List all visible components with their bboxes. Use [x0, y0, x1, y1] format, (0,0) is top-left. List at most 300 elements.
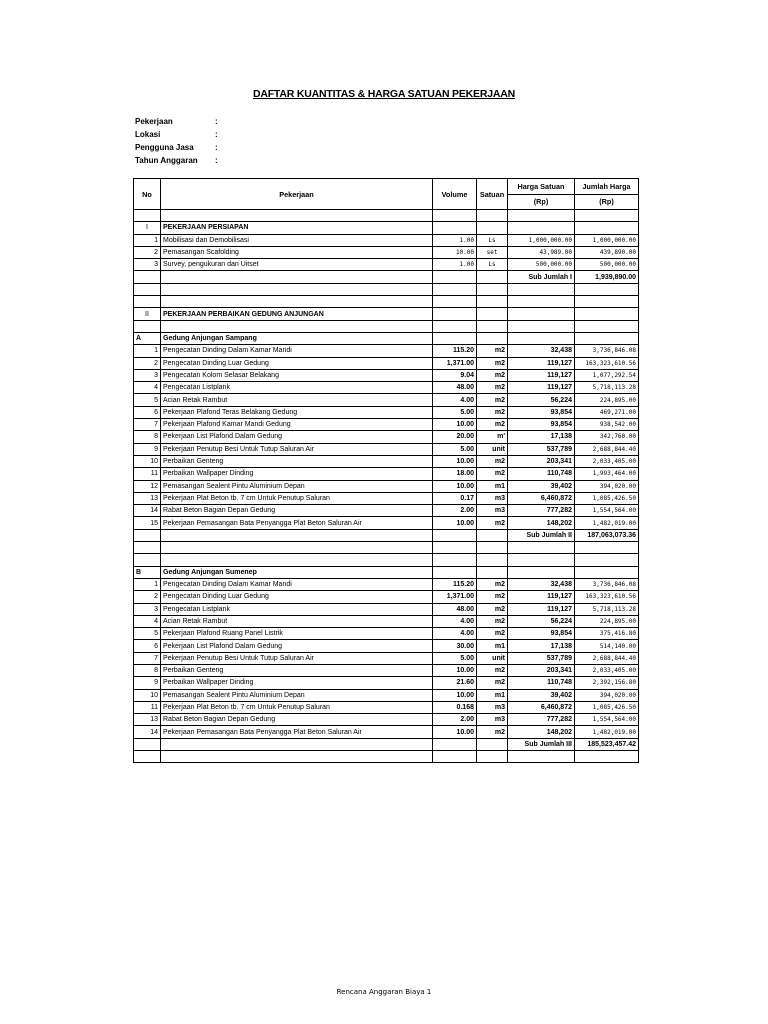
table-row-blank [134, 542, 639, 554]
table-row [134, 369, 639, 381]
cell-volume-empty [433, 566, 477, 578]
item-total: 500,000.00 [575, 259, 639, 271]
table-row [134, 652, 639, 664]
item-unit: m2 [477, 677, 508, 689]
item-unit: m2 [477, 468, 508, 480]
item-volume: 30.00 [433, 640, 477, 652]
item-unit: m3 [477, 714, 508, 726]
item-number: 9 [134, 443, 161, 455]
cell-pekerjaan-empty [161, 320, 433, 332]
item-unit-price: 537,789 [508, 652, 575, 664]
cell-harga-empty [508, 308, 575, 320]
item-number: 1 [134, 345, 161, 357]
item-unit-price: 6,460,872 [508, 701, 575, 713]
info-sep: : [215, 130, 218, 139]
table-row [134, 246, 639, 258]
cell-satuan-empty [477, 308, 508, 320]
item-unit-price: 93,854 [508, 419, 575, 431]
item-unit: m2 [477, 345, 508, 357]
cell-no-empty [134, 296, 161, 308]
item-number: 7 [134, 652, 161, 664]
info-row-pekerjaan [135, 117, 218, 126]
item-description: Acian Retak Rambut [161, 615, 433, 627]
cell-jumlah-empty [575, 296, 639, 308]
item-total: 375,416.80 [575, 628, 639, 640]
item-total: 514,140.00 [575, 640, 639, 652]
item-unit: m2 [477, 419, 508, 431]
table-row [134, 591, 639, 603]
group-letter: A [134, 332, 161, 344]
item-unit: m2 [477, 664, 508, 676]
item-description: Rabat Beton Bagian Depan Gedung [161, 505, 433, 517]
item-unit-price: 119,127 [508, 603, 575, 615]
table-row [134, 394, 639, 406]
item-number: 2 [134, 246, 161, 258]
table-row [134, 234, 639, 246]
item-total: 342,760.00 [575, 431, 639, 443]
item-number: 3 [134, 259, 161, 271]
table-row [134, 615, 639, 627]
item-total: 224,895.00 [575, 394, 639, 406]
info-sep: : [215, 143, 218, 152]
item-description: Perbaikan Genteng [161, 455, 433, 467]
item-number: 8 [134, 664, 161, 676]
item-description: Pengecatan Dinding Dalam Kamar Mandi [161, 578, 433, 590]
item-number: 10 [134, 689, 161, 701]
header-jumlah-harga-unit: (Rp) [575, 194, 639, 210]
item-unit-price: 777,282 [508, 714, 575, 726]
item-volume: 10.00 [433, 419, 477, 431]
cell-harga-empty [508, 222, 575, 234]
table-row-section [134, 308, 639, 320]
item-volume: 5.00 [433, 406, 477, 418]
cell-satuan-empty [477, 566, 508, 578]
info-row-lokasi [135, 130, 218, 139]
item-volume: 0.168 [433, 701, 477, 713]
item-description: Mobilisasi dan Demobilisasi [161, 234, 433, 246]
item-unit-price: 1,000,000.00 [508, 234, 575, 246]
item-volume: 48.00 [433, 382, 477, 394]
item-unit: m3 [477, 701, 508, 713]
item-unit: m2 [477, 369, 508, 381]
group-title: Gedung Anjungan Sumenep [161, 566, 433, 578]
cell-harga-empty [508, 566, 575, 578]
item-unit: m3 [477, 505, 508, 517]
item-description: Pemasangan Sealent Pintu Aluminium Depan [161, 480, 433, 492]
item-volume: 10.00 [433, 480, 477, 492]
item-total: 1,482,019.00 [575, 517, 639, 529]
item-unit-price: 93,854 [508, 406, 575, 418]
table-row [134, 578, 639, 590]
item-number: 3 [134, 369, 161, 381]
item-description: Perbaikan Wallpaper Dinding [161, 468, 433, 480]
header-harga-satuan: Harga Satuan [508, 179, 575, 195]
table-row [134, 677, 639, 689]
item-volume: 10.00 [433, 455, 477, 467]
cell-pekerjaan-empty [161, 210, 433, 222]
table-row [134, 480, 639, 492]
item-total: 5,718,113.28 [575, 603, 639, 615]
info-row-tahun-anggaran [135, 156, 218, 165]
item-volume: 10.00 [433, 726, 477, 738]
info-sep: : [215, 156, 218, 165]
table-row [134, 259, 639, 271]
cell-jumlah-empty [575, 222, 639, 234]
item-description: Pemasangan Scafolding [161, 246, 433, 258]
item-volume: 4.00 [433, 628, 477, 640]
item-total: 2,392,156.80 [575, 677, 639, 689]
table-row-group [134, 332, 639, 344]
item-total: 163,323,610.56 [575, 591, 639, 603]
item-number: 6 [134, 640, 161, 652]
item-number: 2 [134, 591, 161, 603]
cell-volume-empty [433, 320, 477, 332]
document-title: DAFTAR KUANTITAS & HARGA SATUAN PEKERJAAN [252, 88, 516, 100]
item-volume: 1,371.00 [433, 357, 477, 369]
cell-satuan-empty [477, 332, 508, 344]
table-row-group [134, 566, 639, 578]
header-harga-satuan-unit: (Rp) [508, 194, 575, 210]
item-unit-price: 17,138 [508, 640, 575, 652]
cell-satuan-empty [477, 222, 508, 234]
item-unit: m1 [477, 689, 508, 701]
cell-pekerjaan-empty [161, 738, 433, 750]
item-unit-price: 32,438 [508, 578, 575, 590]
cell-volume-empty [433, 271, 477, 283]
section-title: PEKERJAAN PERSIAPAN [161, 222, 433, 234]
item-total: 3,736,846.08 [575, 578, 639, 590]
item-volume: 115.20 [433, 345, 477, 357]
item-unit-price: 39,402 [508, 689, 575, 701]
table-row [134, 714, 639, 726]
item-unit: unit [477, 652, 508, 664]
item-description: Rabat Beton Bagian Depan Gedung [161, 714, 433, 726]
header-jumlah-harga: Jumlah Harga [575, 179, 639, 195]
cell-no-empty [134, 542, 161, 554]
cell-satuan-empty [477, 296, 508, 308]
table-row-subtotal [134, 271, 639, 283]
item-number: 3 [134, 603, 161, 615]
table-row [134, 689, 639, 701]
cell-volume-empty [433, 296, 477, 308]
cell-satuan-empty [477, 738, 508, 750]
info-sep: : [215, 117, 218, 126]
item-number: 12 [134, 480, 161, 492]
info-label: Pekerjaan [135, 117, 173, 126]
item-description: Pengecatan Listplank [161, 382, 433, 394]
subtotal-label: Sub Jumlah I [508, 271, 575, 283]
item-number: 1 [134, 578, 161, 590]
table-body [134, 210, 639, 763]
cell-harga-empty [508, 210, 575, 222]
cell-harga-empty [508, 751, 575, 763]
item-description: Pekerjaan Plat Beton tb. 7 cm Untuk Penutup Saluran [161, 492, 433, 504]
cell-volume-empty [433, 554, 477, 566]
group-title: Gedung Anjungan Sampang [161, 332, 433, 344]
item-volume: 10.00 [433, 246, 477, 258]
cell-satuan-empty [477, 751, 508, 763]
item-unit: m2 [477, 517, 508, 529]
item-volume: 10.00 [433, 517, 477, 529]
item-unit: m2 [477, 591, 508, 603]
item-total: 5,718,113.28 [575, 382, 639, 394]
item-volume: 2.00 [433, 714, 477, 726]
item-description: Survey, pengukuran dan Uitset [161, 259, 433, 271]
item-number: 1 [134, 234, 161, 246]
cell-satuan-empty [477, 320, 508, 332]
item-total: 3,736,846.08 [575, 345, 639, 357]
table-row [134, 505, 639, 517]
item-number: 8 [134, 431, 161, 443]
item-description: Pekerjaan Penutup Besi Untuk Tutup Saluran Air [161, 443, 433, 455]
cell-volume-empty [433, 210, 477, 222]
item-volume: 5.00 [433, 443, 477, 455]
table-row [134, 357, 639, 369]
item-description: Pekerjaan Pemasangan Bata Penyangga Plat Beton Saluran Air [161, 726, 433, 738]
item-unit: m2 [477, 603, 508, 615]
cell-pekerjaan-empty [161, 542, 433, 554]
item-unit-price: 203,341 [508, 664, 575, 676]
item-unit: m2 [477, 394, 508, 406]
table-row [134, 492, 639, 504]
table-row [134, 431, 639, 443]
cell-harga-empty [508, 332, 575, 344]
item-description: Pekerjaan List Plafond Dalam Gedung [161, 640, 433, 652]
cell-satuan-empty [477, 210, 508, 222]
item-total: 1,554,564.00 [575, 714, 639, 726]
header-pekerjaan: Pekerjaan [161, 179, 433, 210]
item-total: 1,482,019.00 [575, 726, 639, 738]
cell-harga-empty [508, 320, 575, 332]
item-unit: m1 [477, 480, 508, 492]
item-number: 14 [134, 505, 161, 517]
quantity-price-table [133, 178, 639, 763]
item-description: Pekerjaan Penutup Besi Untuk Tutup Saluran Air [161, 652, 433, 664]
cell-no-empty [134, 271, 161, 283]
item-total: 2,688,844.40 [575, 443, 639, 455]
item-volume: 48.00 [433, 603, 477, 615]
table-row [134, 468, 639, 480]
cell-jumlah-empty [575, 566, 639, 578]
cell-jumlah-empty [575, 332, 639, 344]
cell-no-empty [134, 554, 161, 566]
item-description: Pekerjaan List Plafond Dalam Gedung [161, 431, 433, 443]
item-description: Pekerjaan Plafond Teras Belakang Gedung [161, 406, 433, 418]
group-letter: B [134, 566, 161, 578]
cell-pekerjaan-empty [161, 554, 433, 566]
item-volume: 20.00 [433, 431, 477, 443]
cell-volume-empty [433, 283, 477, 295]
item-unit-price: 119,127 [508, 369, 575, 381]
item-total: 1,000,000.00 [575, 234, 639, 246]
table-row-blank [134, 210, 639, 222]
item-number: 5 [134, 628, 161, 640]
item-unit-price: 500,000.00 [508, 259, 575, 271]
table-header-row [134, 179, 639, 195]
subtotal-label: Sub Jumlah II [508, 529, 575, 541]
item-unit-price: 777,282 [508, 505, 575, 517]
item-unit-price: 32,438 [508, 345, 575, 357]
table-row [134, 443, 639, 455]
cell-jumlah-empty [575, 751, 639, 763]
cell-jumlah-empty [575, 554, 639, 566]
section-title: PEKERJAAN PERBAIKAN GEDUNG ANJUNGAN [161, 308, 433, 320]
item-unit: m3 [477, 492, 508, 504]
item-unit: m2 [477, 615, 508, 627]
item-unit-price: 56,224 [508, 615, 575, 627]
table-row-blank [134, 283, 639, 295]
item-unit-price: 119,127 [508, 382, 575, 394]
item-unit-price: 17,138 [508, 431, 575, 443]
cell-satuan-empty [477, 283, 508, 295]
item-volume: 21.60 [433, 677, 477, 689]
item-volume: 4.00 [433, 394, 477, 406]
item-description: Pengecatan Dinding Luar Gedung [161, 357, 433, 369]
item-unit-price: 148,202 [508, 517, 575, 529]
cell-volume-empty [433, 542, 477, 554]
table-row-section [134, 222, 639, 234]
table-row [134, 701, 639, 713]
cell-pekerjaan-empty [161, 529, 433, 541]
item-total: 1,085,426.50 [575, 492, 639, 504]
table-row [134, 664, 639, 676]
item-description: Pengecatan Dinding Luar Gedung [161, 591, 433, 603]
subtotal-value: 1,939,890.00 [575, 271, 639, 283]
item-total: 439,890.00 [575, 246, 639, 258]
item-volume: 10.00 [433, 689, 477, 701]
table-row [134, 517, 639, 529]
item-number: 15 [134, 517, 161, 529]
item-total: 1,554,564.00 [575, 505, 639, 517]
item-unit-price: 537,789 [508, 443, 575, 455]
item-unit: m' [477, 431, 508, 443]
item-unit: m1 [477, 640, 508, 652]
item-volume: 2.00 [433, 505, 477, 517]
cell-pekerjaan-empty [161, 751, 433, 763]
item-total: 224,895.00 [575, 615, 639, 627]
item-unit-price: 148,202 [508, 726, 575, 738]
header-volume: Volume [433, 179, 477, 210]
info-row-pengguna-jasa [135, 143, 218, 152]
item-volume: 115.20 [433, 578, 477, 590]
item-unit-price: 110,748 [508, 468, 575, 480]
item-description: Acian Retak Rambut [161, 394, 433, 406]
item-volume: 1.00 [433, 234, 477, 246]
table-row [134, 628, 639, 640]
cell-pekerjaan-empty [161, 271, 433, 283]
item-unit: Ls [477, 259, 508, 271]
header-no: No [134, 179, 161, 210]
item-unit: m2 [477, 406, 508, 418]
item-unit-price: 119,127 [508, 357, 575, 369]
cell-jumlah-empty [575, 283, 639, 295]
section-number: I [134, 222, 161, 234]
info-label: Tahun Anggaran [135, 156, 198, 165]
item-total: 2,033,405.00 [575, 664, 639, 676]
item-description: Perbaikan Genteng [161, 664, 433, 676]
table-row-blank [134, 751, 639, 763]
item-total: 469,271.00 [575, 406, 639, 418]
cell-satuan-empty [477, 529, 508, 541]
item-number: 9 [134, 677, 161, 689]
item-description: Perbaikan Wallpaper Dinding [161, 677, 433, 689]
item-unit-price: 119,127 [508, 591, 575, 603]
cell-harga-empty [508, 296, 575, 308]
item-volume: 0.17 [433, 492, 477, 504]
item-volume: 5.00 [433, 652, 477, 664]
item-number: 5 [134, 394, 161, 406]
cell-no-empty [134, 210, 161, 222]
item-unit: set [477, 246, 508, 258]
item-unit-price: 6,460,872 [508, 492, 575, 504]
item-number: 13 [134, 714, 161, 726]
info-label: Pengguna Jasa [135, 143, 194, 152]
cell-volume-empty [433, 529, 477, 541]
cell-no-empty [134, 738, 161, 750]
table-row [134, 345, 639, 357]
item-number: 7 [134, 419, 161, 431]
item-number: 4 [134, 382, 161, 394]
cell-harga-empty [508, 554, 575, 566]
cell-volume-empty [433, 738, 477, 750]
item-number: 11 [134, 701, 161, 713]
table-row [134, 382, 639, 394]
table-row [134, 419, 639, 431]
table-row-blank [134, 554, 639, 566]
item-total: 1,077,292.54 [575, 369, 639, 381]
item-number: 14 [134, 726, 161, 738]
table-row [134, 603, 639, 615]
page-footer: Rencana Anggaran Biaya 1 [336, 988, 432, 996]
cell-no-empty [134, 283, 161, 295]
item-description: Pekerjaan Plafond Kamar Mandi Gedung [161, 419, 433, 431]
item-volume: 1,371.00 [433, 591, 477, 603]
item-unit-price: 56,224 [508, 394, 575, 406]
cell-jumlah-empty [575, 542, 639, 554]
item-volume: 10.00 [433, 664, 477, 676]
item-unit: m2 [477, 357, 508, 369]
section-number: II [134, 308, 161, 320]
header-satuan: Satuan [477, 179, 508, 210]
item-description: Pengecatan Kolom Selasar Belakang [161, 369, 433, 381]
subtotal-label: Sub Jumlah III [508, 738, 575, 750]
subtotal-value: 187,063,073.36 [575, 529, 639, 541]
cell-satuan-empty [477, 542, 508, 554]
item-number: 13 [134, 492, 161, 504]
table-row-subtotal [134, 738, 639, 750]
item-unit: m2 [477, 382, 508, 394]
item-number: 11 [134, 468, 161, 480]
item-total: 394,020.00 [575, 689, 639, 701]
item-description: Pemasangan Sealent Pintu Aluminium Depan [161, 689, 433, 701]
item-description: Pengecatan Listplank [161, 603, 433, 615]
item-total: 1,993,464.00 [575, 468, 639, 480]
subtotal-value: 185,523,457.42 [575, 738, 639, 750]
cell-satuan-empty [477, 271, 508, 283]
item-volume: 4.00 [433, 615, 477, 627]
item-total: 938,542.00 [575, 419, 639, 431]
table-row-blank [134, 320, 639, 332]
item-unit: m2 [477, 455, 508, 467]
item-description: Pekerjaan Pemasangan Bata Penyangga Plat Beton Saluran Air [161, 517, 433, 529]
item-total: 163,323,610.56 [575, 357, 639, 369]
item-unit: m2 [477, 578, 508, 590]
cell-pekerjaan-empty [161, 296, 433, 308]
item-unit-price: 93,854 [508, 628, 575, 640]
cell-harga-empty [508, 283, 575, 295]
item-volume: 9.04 [433, 369, 477, 381]
item-total: 1,085,426.50 [575, 701, 639, 713]
